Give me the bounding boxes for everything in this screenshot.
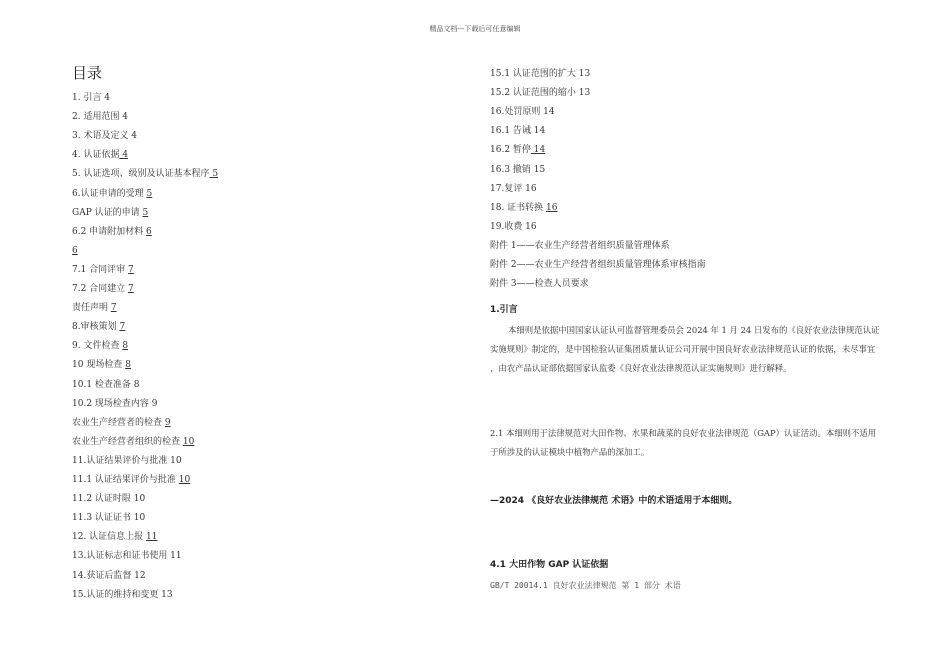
toc-entry[interactable] — [72, 416, 171, 430]
toc-entry[interactable] — [72, 569, 146, 583]
toc-entry-text: 11.1 认证结果评价与批准 — [72, 475, 179, 485]
toc-entry-page: 5 — [209, 169, 219, 180]
toc-entry-page: 7 — [110, 303, 117, 314]
toc-entry-text: 16.3 撤销 15 — [490, 164, 546, 175]
toc-entry[interactable] — [72, 358, 131, 372]
toc-entry[interactable] — [490, 124, 545, 138]
toc-entry[interactable] — [72, 320, 125, 334]
toc-entry-text: 7.2 合同建立 — [72, 284, 129, 294]
toc-entry-text: GAP 认证的申请 — [72, 207, 143, 218]
toc-entry-page: 10 — [182, 436, 195, 447]
toc-entry-page: 6 — [146, 226, 152, 237]
toc-entry[interactable] — [490, 163, 545, 177]
toc-entry-text: 10.1 检查准备 8 — [72, 379, 140, 390]
toc-entry-text: 10 现场检查 — [72, 360, 126, 371]
section2-body: 2.1 本细则用于法律规范对大田作物、水果和蔬菜的良好农业法律规范（GAP）认证活动。本细则不适用于所涉及的认证模块中植物产品的深加工。 — [490, 428, 877, 457]
toc-entry[interactable] — [72, 282, 134, 296]
toc-entry[interactable] — [72, 225, 152, 239]
toc-entry-text: 10.2 现场检查内容 9 — [72, 398, 158, 409]
toc-entry[interactable] — [490, 182, 537, 196]
toc-entry-text: 16.1 告诫 14 — [490, 126, 546, 137]
toc-entry-text: 1. 引言 4 — [72, 93, 111, 103]
toc-entry[interactable] — [72, 110, 128, 124]
toc-entry-text: 11.认证结果评价与批准 10 — [72, 455, 182, 466]
toc-entry-page: 6 — [72, 245, 78, 256]
toc-entry-text: 2. 适用范围 4 — [72, 112, 129, 123]
toc-entry-text: 9. 文件检查 — [72, 341, 123, 352]
toc-entry-text: 11.2 认证时限 10 — [72, 494, 146, 505]
toc-entry[interactable] — [72, 397, 158, 411]
section3-body: —2024 《良好农业法律规范 术语》中的术语适用于本细则。 — [490, 496, 738, 506]
toc-entry-page: 14 — [530, 145, 546, 156]
toc-entry-text: 13.认证标志和证书使用 11 — [72, 551, 182, 562]
toc-entry-text: 16.处罚原则 14 — [490, 107, 555, 118]
toc-entry-text: 7.1 合同评审 — [72, 264, 129, 275]
section1-heading: 1.引言 — [490, 305, 518, 315]
toc-entry-text: 5. 认证选项、级别及认证基本程序 — [72, 169, 210, 180]
toc-entry[interactable] — [490, 220, 537, 234]
toc-entry-page: 7 — [128, 284, 134, 294]
toc-entry[interactable] — [72, 206, 148, 220]
toc-entry[interactable] — [490, 86, 590, 100]
toc-entry-text: 19.收费 16 — [490, 221, 537, 232]
toc-entry-text: 农业生产经营者的检查 — [72, 417, 165, 428]
toc-entry-text: 14.获证后监督 12 — [72, 570, 146, 581]
toc-entry-text: 16.2 暂停 — [490, 145, 531, 156]
toc-entry-text: 责任声明 — [72, 303, 111, 314]
toc-entry[interactable] — [72, 91, 110, 105]
toc-entry[interactable] — [72, 339, 128, 353]
toc-entry-text: 12. 认证信息上报 — [72, 532, 147, 543]
toc-entry-page: 5 — [146, 188, 153, 199]
toc-entry-text: 15.认证的维持和变更 13 — [72, 589, 173, 600]
toc-entry-text: 15.2 认证范围的缩小 13 — [490, 88, 591, 99]
toc-entry-page: 7 — [119, 322, 126, 333]
toc-entry-text: 4. 认证依据 — [72, 150, 120, 161]
toc-entry-text: 15.1 认证范围的扩大 13 — [490, 69, 591, 79]
toc-entry-text: 11.3 认证证书 10 — [72, 513, 146, 524]
toc-entry-text: 附件 1——农业生产经营者组织质量管理体系 — [490, 240, 670, 251]
toc-entry[interactable] — [72, 167, 218, 181]
toc-entry-page: 9 — [164, 417, 171, 428]
toc-entry[interactable] — [72, 129, 137, 143]
toc-title: 目录 — [72, 64, 103, 82]
toc-entry[interactable] — [490, 258, 706, 272]
toc-entry[interactable] — [72, 187, 152, 201]
toc-entry-page: 10 — [178, 475, 191, 485]
toc-entry[interactable] — [490, 143, 545, 157]
toc-entry[interactable] — [72, 148, 128, 162]
toc-entry[interactable] — [72, 492, 145, 506]
toc-entry[interactable] — [490, 201, 558, 215]
section1-body: 本细则是依据中国国家认证认可监督管理委员会 2024 年 1 月 24 日发布的《良好农业法律规范认证实施规则》制定的，是中国检验认证集团质量认证公司开展中国良好农业法律规范认证的依据，未尽事宜 ，由农产品认证部依据国家认监委《良好农业法律规范认证实施规则》进行解释。 — [490, 325, 880, 373]
toc-entry[interactable] — [72, 301, 117, 315]
toc-entry-text: 6.认证申请的受理 — [72, 188, 147, 199]
toc-entry[interactable] — [490, 105, 555, 119]
toc-entry-text: 附件 3——检查人员要求 — [490, 279, 589, 290]
toc-entry[interactable] — [72, 530, 158, 544]
toc-entry[interactable] — [490, 239, 670, 253]
toc-entry[interactable] — [72, 588, 173, 602]
toc-entry-page: 7 — [128, 264, 134, 275]
toc-entry-text: 8.审核策划 — [72, 322, 120, 333]
toc-entry-text: 6.2 申请附加材料 — [72, 226, 147, 237]
toc-entry-text: 附件 2——农业生产经营者组织质量管理体系审核指南 — [490, 260, 706, 270]
toc-entry[interactable] — [72, 244, 78, 258]
toc-entry[interactable] — [72, 549, 182, 563]
toc-entry-text: 农业生产经营者组织的检查 — [72, 436, 183, 447]
toc-entry-page: 8 — [122, 341, 129, 352]
toc-entry[interactable] — [72, 435, 194, 449]
toc-entry[interactable] — [490, 67, 590, 81]
toc-entry-page: 5 — [142, 207, 149, 218]
toc-entry[interactable] — [72, 263, 134, 277]
toc-entry-text: 18. 证书转换 — [490, 202, 547, 213]
toc-entry-page: 8 — [125, 360, 131, 371]
toc-entry[interactable] — [72, 454, 182, 468]
toc-entry-text: 17.复评 16 — [490, 183, 537, 194]
section4-heading: 4.1 大田作物 GAP 认证依据 — [490, 560, 609, 570]
toc-entry[interactable] — [72, 378, 140, 392]
section4-line: GB/T 20014.1 良好农业法律规范 第 1 部分 术语 — [490, 581, 681, 590]
toc-entry-page: 11 — [146, 532, 158, 543]
toc-entry-text: 3. 术语及定义 4 — [72, 131, 138, 142]
toc-entry-page: 4 — [119, 150, 129, 161]
toc-entry[interactable] — [490, 277, 589, 291]
page-header: 精品文档---下载后可任意编辑 — [429, 25, 521, 33]
toc-entry[interactable] — [72, 511, 145, 525]
toc-entry-page: 16 — [546, 202, 558, 213]
toc-entry[interactable] — [72, 473, 190, 487]
